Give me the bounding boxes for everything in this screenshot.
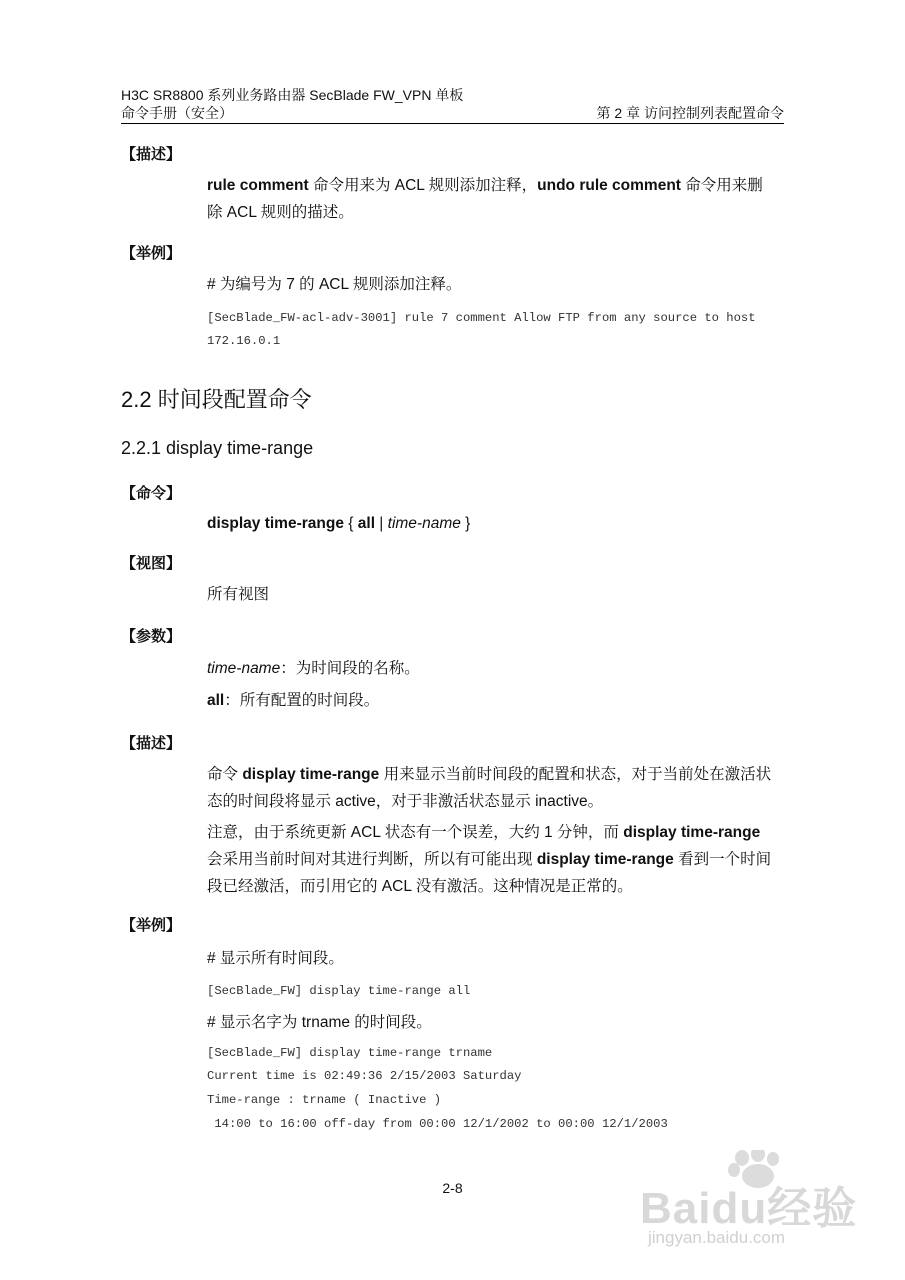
code-line: [SecBlade_FW-acl-adv-3001] rule 7 comment Allow FTP from any source to host [207,311,756,325]
param-time-name: time-name：为时间段的名称。 [207,660,420,677]
param-all: all：所有配置的时间段。 [207,692,380,709]
command-syntax: display time-range { all | time-name } [207,515,471,532]
desc-label-2: 【描述】 [121,735,182,752]
example-label-2: 【举例】 [121,917,182,934]
header-divider [121,123,784,124]
code-line: [SecBlade_FW] display time-range all [207,984,471,998]
code-line: 172.16.0.1 [207,334,281,348]
param-label: 【参数】 [121,628,182,645]
desc-paragraph-3: 注意，由于系统更新 ACL 状态有一个误差，大约 1 分钟，而 display time-range 会采用当前时间对其进行判断，所以有可能出现 display time-range 看到一个时间 段已经激活，而引用它的 ACL 没有激活。这种情况是正常的。 [207,824,772,895]
view-label: 【视图】 [121,555,182,572]
baidu-watermark [640,1150,870,1260]
example-text-1: # 为编号为 7 的 ACL 规则添加注释。 [207,276,462,293]
example-label-1: 【举例】 [121,245,182,262]
watermark-url: jingyan.baidu.com [648,1228,786,1247]
command-rule-comment: rule comment [207,177,309,194]
code-line: 14:00 to 16:00 off-day from 00:00 12/1/2002 to 00:00 12/1/2003 [207,1117,668,1131]
desc-label-1: 【描述】 [121,146,182,163]
section-title: 2.2 时间段配置命令 [121,387,312,412]
subsection-title: 2.2.1 display time-range [121,438,314,458]
command-undo-rule-comment: undo rule comment [537,177,681,194]
example-text-2: # 显示所有时间段。 [207,950,344,967]
watermark-brand: Baidu经验 [640,1184,858,1233]
desc-paragraph-1: rule comment 命令用来为 ACL 规则添加注释，undo rule comment 命令用来删 除 ACL 规则的描述。 [207,177,763,221]
view-text: 所有视图 [207,586,270,603]
header-manual-name: 命令手册（安全） [121,105,233,121]
desc-paragraph-2: 命令 display time-range 用来显示当前时间段的配置和状态，对于当前处在激活状 态的时间段将显示 active，对于非激活状态显示 inactive。 [207,766,772,810]
code-line: Current time is 02:49:36 2/15/2003 Saturday [207,1069,522,1083]
command-label: 【命令】 [121,485,182,502]
example-text-3: # 显示名字为 trname 的时间段。 [207,1014,432,1031]
code-line: [SecBlade_FW] display time-range trname [207,1046,493,1060]
code-line: Time-range : trname ( Inactive ) [207,1093,442,1107]
header-title: H3C SR8800 系列业务路由器 SecBlade FW_VPN 单板 [121,87,464,103]
page-number: 2-8 [442,1180,463,1196]
header-chapter: 第 2 章 访问控制列表配置命令 [596,105,784,121]
